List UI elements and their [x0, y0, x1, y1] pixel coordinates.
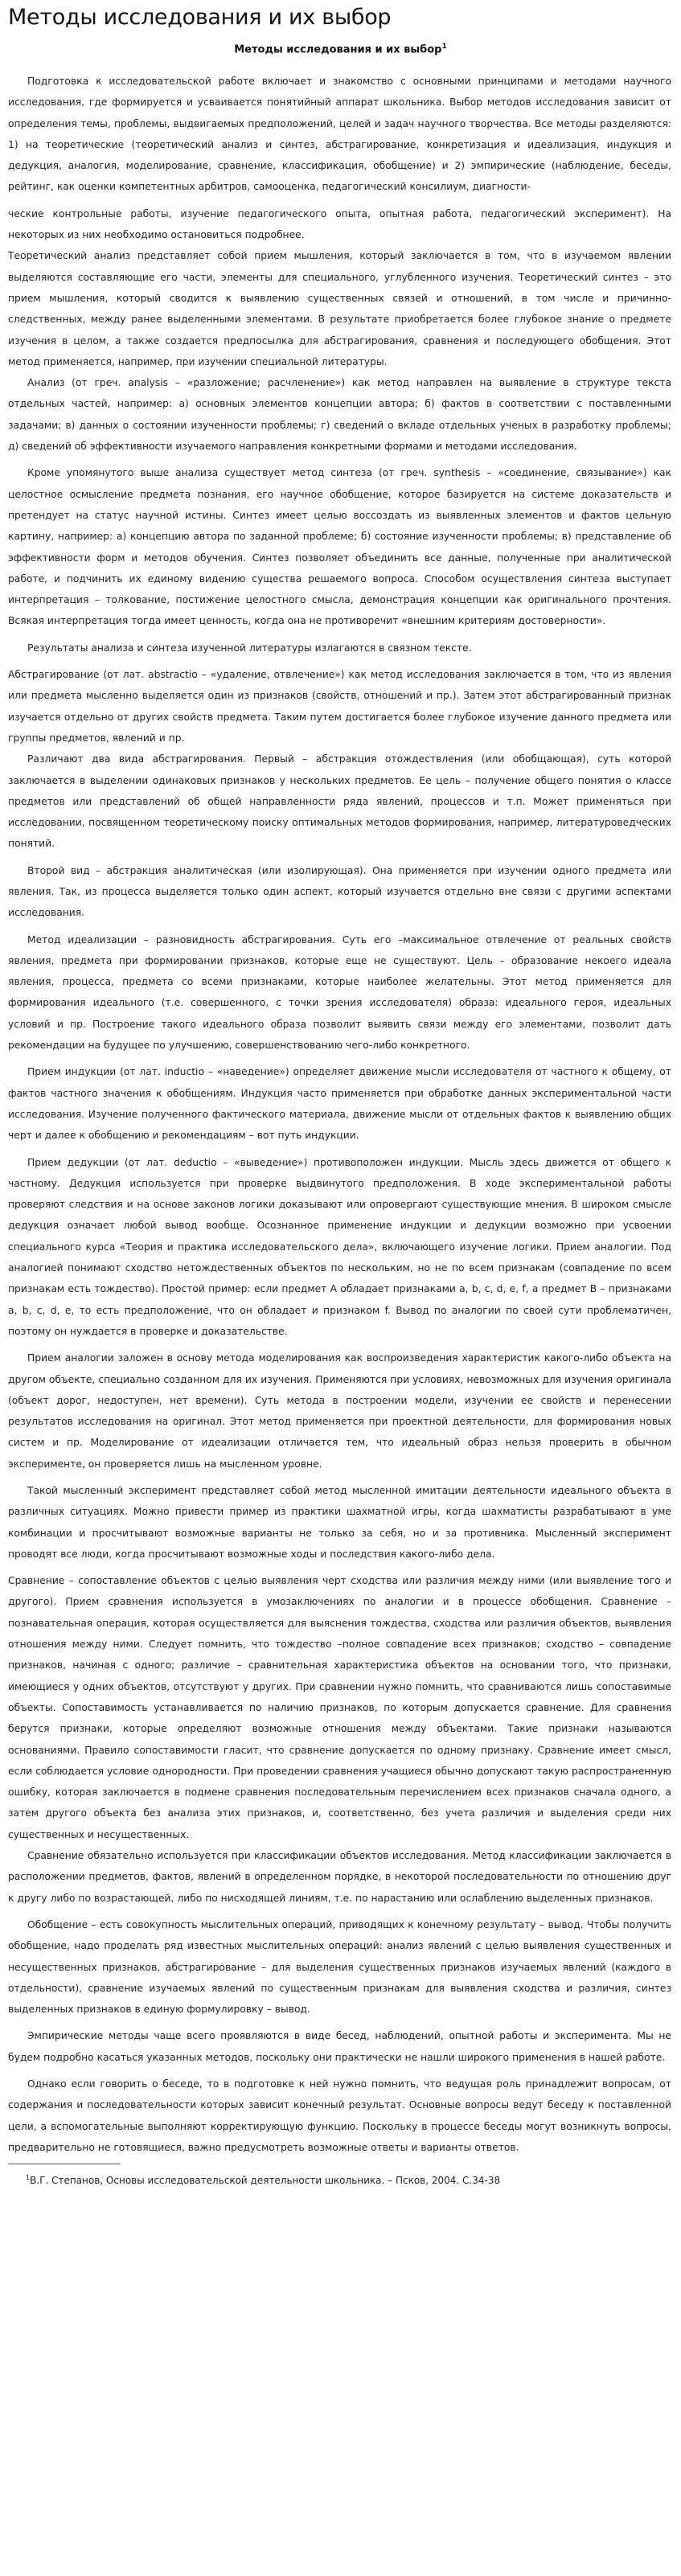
body-paragraph: Такой мысленный эксперимент представляет собой метод мысленной имитации деятельности идеального объекта в различных ситуациях. Можно привести пример из практики шахматной игры, когда шахматисты разрабатывают в уме комбинации и просчитывают возможные варианты не только за себя, но и за противника. Мысленный эксперимент проводят все люди, когда просчитывают возможные ходы и последствия какого-либо дела.: [8, 1485, 671, 1560]
body-paragraph: Сравнение обязательно используется при классификации объектов исследования. Метод классификации заключается в расположении предметов, фактов, явлений в определенном порядке, в некоторой последовательности по отношению друг к другу либо по возрастающей, либо по нисходящей линиям, т.е. по нарастанию или ослаблению выделенных признаков.: [8, 1850, 671, 1904]
body-paragraph: Эмпирические методы чаще всего проявляются в виде бесед, наблюдений, опытной работы и эксперимента. Мы не будем подробно касаться указанных методов, поскольку они практически не нашли широкого применения в нашей работе.: [8, 2030, 671, 2063]
body-paragraph: Сравнение – сопоставление объектов с целью выявления черт сходства или различия между ними (или выявление того и другого). Прием сравнения используется в умозаключениях по аналогии и в процессе обобщения. Сравнение – познавательная операция, которая осуществляется для выяснения тождества, сходства или различия объектов, выявления отношения между ними. Следует помнить, что тождество –полное совпадение всех признаков; сходство – совпадение признаков, начиная с одного; различие – сравнительная характеристика объектов на основании того, что признаки, имеющиеся у одних объектов, отсутствуют у других. При сравнении нужно помнить, что сравниваются лишь сопоставимые объекты. Сопоставимость устанавливается по наличию признаков, по которым допускается сравнение. Для сравнения берутся признаки, которые определяют возможные отношения между объектами. Такие признаки называются основаниями. Правило сопоставимости гласит, что сравнение допускается по одному признаку. Сравнение имеет смысл, если соблюдается условие однородности. При проведении сравнения учащиеся обычно допускают такую распространенную ошибку, которая заключается в подмене сравнения последовательным перечислением всех признаков сначала одного, а затем другого объекта без анализа этих признаков, и, соответственно, без учета различия и выделения среди них существенных и несущественных.: [8, 1575, 671, 1840]
body-paragraph: ческие контрольные работы, изучение педагогического опыта, опытная работа, педагогический эксперимент). На некоторых из них необходимо остановиться подробнее.: [8, 207, 671, 241]
body-paragraph: Кроме упомянутого выше анализа существует метод синтеза (от греч. synthesis – «соединение, связывание») как целостное осмысление предмета познания, его научное обобщение, которое базируется на системе доказательств и претендует на статус научной истины. Синтез имеет целью воссоздать из выявленных элементов и фактов цельную картину, например: а) концепцию автора по заданной проблеме; б) состояние изученности проблемы; в) представление об эффективности форм и методов обучения. Синтез позволяет объединить все данные, полученные при аналитической работе, и подчинить их единому видению существа решаемого вопроса. Способом осуществления синтеза выступает интерпретация – толкование, постижение целостного смысла, демонстрация концепции как оригинального прочтения. Всякая интерпретация тогда имеет ценность, когда она не противоречит «внешним критериям достоверности».: [8, 467, 671, 627]
body-paragraph: Подготовка к исследовательской работе включает и знакомство с основными принципами и методами научного исследования, где формируется и усваивается понятийный аппарат школьника. Выбор методов исследования зависит от определения темы, проблемы, выдвигаемых предположений, целей и задач научного творчества. Все методы разделяются: 1) на теоретические (теоретический анализ и синтез, абстрагирование, конкретизация и идеализация, индукция и дедукция, аналогия, моделирование, сравнение, классификация, обобщение) и 2) эмпирические (наблюдение, беседы, рейтинг, как оценки компетентных арбитров, самооценка, педагогический консилиум, диагности-: [8, 76, 671, 193]
footnote-mark: 1: [26, 2174, 31, 2182]
document-heading-text: Методы исследования и их выбор: [234, 43, 442, 56]
body-paragraph: Прием индукции (от лат. inductio – «наведение») определяет движение мысли исследователя от частного к общему, от фактов частного значения к обобщениям. Индукция часто применяется при обработке данных экспериментальной части исследования. Изучение полученного фактического материала, движение мысли от отдельных фактов к выявлению общих черт и далее к обобщению и рекомендациям – вот путь индукции.: [8, 1066, 671, 1142]
body-paragraph: Прием аналогии заложен в основу метода моделирования как воспроизведения характеристик какого-либо объекта на другом объекте, специально созданном для их изучения. Применяются при условиях, невозможных для изучения оригинала (объект дорог, недоступен, нет времени). Суть метода в построении модели, изучении ее свойств и перенесении результатов исследования на оригинал. Этот метод применяется при проектной деятельности, для формирования новых систем и пр. Моделирование от идеализации отличается тем, что идеальный образ нельзя проверить в обычном эксперименте, он проверяется лишь на мысленном уровне.: [8, 1352, 671, 1470]
body-paragraph: Метод идеализации – разновидность абстрагирования. Суть его –максимальное отвлечение от реальных свойств явления, предмета при формировании признаков, которые еще не существуют. Цель – образование некоего идеала явления, процесса, предмета со всеми признаками, которые наиболее желательны. Этот метод применяется для формирования идеального (т.е. совершенного, с точки зрения исследователя) образа: идеального героя, идеальных условий и пр. Построение такого идеального образа позволит выявить связи между его элементами, позволит дать рекомендации на будущее по улучшению, совершенствованию чего-либо конкретного.: [8, 933, 671, 1052]
body-paragraph: Результаты анализа и синтеза изученной литературы излагаются в связном тексте.: [27, 642, 472, 654]
paragraph-list: [8, 71, 671, 2158]
footnote: [26, 2169, 671, 2189]
footnote-text: В.Г. Степанов, Основы исследовательской деятельности школьника. – Псков, 2004. С.34-38: [30, 2175, 501, 2187]
body-paragraph: Различают два вида абстрагирования. Первый – абстракция отождествления (или обобщающая), суть которой заключается в выделении одинаковых признаков у нескольких предметов. Ее цель – получение общего понятия о классе предметов или представлений об общей направленности ряда явлений, процессов и т.п. Может применяться при исследовании, посвященном теоретическому поиску оптимальных методов формирования, например, литературоведческих понятий.: [8, 753, 671, 850]
body-paragraph: Второй вид – абстракция аналитическая (или изолирующая). Она применяется при изучении одного предмета или явления. Так, из процесса выделяется только один аспект, который изучается отдельно вне связи с другими аспектами исследования.: [8, 864, 671, 919]
page-title: Методы исследования и их выбор: [8, 5, 392, 30]
footnote-reference-mark[interactable]: 1: [441, 43, 447, 51]
body-paragraph: Теоретический анализ представляет собой прием мышления, который заключается в том, что в изучаемом явлении выделяются составляющие его части, элементы для специального, углубленного изучения. Теоретический синтез – это прием мышления, который сводится к выявлению существенных связей и отношений, в том числе и причинно-следственных, между ранее выделенными элементами. В результате приобретается более глубокое знание о предмете изучения в целом, а также создается предпосылка для абстрагирования, сравнения и последующего обобщения. Этот метод применяется, например, при изучении специальной литературы.: [8, 250, 671, 367]
body-paragraph: Абстрагирование (от лат. abstractio – «удаление, отвлечение») как метод исследования заключается в том, что из явления или предмета мысленно выделяется один из признаков (свойств, отношений и пр.). Затем этот абстрагированный признак изучается отдельно от других свойств предмета. Таким путем достигается более глубокое изучение данного предмета или группы предметов, явлений и пр.: [8, 669, 671, 744]
body-paragraph: Прием дедукции (от лат. deductio – «выведение») противоположен индукции. Мысль здесь движется от общего к частному. Дедукция используется при проверке выдвинутого предположения. В ходе экспериментальной работы проверяют следствия и на основе законов логики доказывают или опровергают существующие мнения. В широком смысле дедукция означает любой вывод вообще. Осознанное применение индукции и дедукции возможно при усвоении специального курса «Теория и практика исследовательского дела», включающего изучение логики. Прием аналогии. Под аналогией понимают сходство нетождественных объектов по нескольким, но не по всем признакам (совпадение по всем признакам есть тождество). Простой пример: если предмет А обладает признаками а, b, c, d, e, f, а предмет В – признаками а, b, с, d, е, то есть предположение, что он обладает и признаком f. Вывод по аналогии по своей сути проблематичен, поэтому он нуждается в проверке и доказательстве.: [8, 1156, 671, 1337]
document-body: [8, 71, 671, 2189]
document-heading: [0, 43, 681, 55]
body-paragraph: Обобщение – есть совокупность мыслительных операций, приводящих к конечному результату – вывод. Чтобы получить обобщение, надо проделать ряд известных мыслительных операций: анализ явлений с целью выявления существенных и несущественных признаков, абстрагирование – для выделения существенных признаков изучаемых явлений (каждого в отдельности), сравнение изучаемых явлений по существенным признакам для выявления сходства и различия, синтез выделенных признаков в единую формулировку – вывод.: [8, 1918, 671, 2016]
body-paragraph: Анализ (от греч. analysis – «разложение; расчленение») как метод направлен на выявление в структуре текста отдельных частей, например: а) основных элементов концепции автора; б) фактов в соответствии с поставленными задачами; в) данных о состоянии изученности проблемы; г) сведений о вкладе отдельных ученых в разработку проблемы; д) сведений об эффективности изучаемого направления конкретными формами и методами исследования.: [8, 377, 671, 453]
body-paragraph: Однако если говорить о беседе, то в подготовке к ней нужно помнить, что ведущая роль принадлежит вопросам, от содержания и последовательности которых зависит конечный результат. Основные вопросы ведут беседу к поставленной цели, а вспомогательные выполняют корректирующую функцию. Поскольку в процессе беседы могут возникнуть вопросы, предварительно не готовящиеся, важно предусмотреть возможные ответы и варианты ответов.: [8, 2078, 671, 2153]
